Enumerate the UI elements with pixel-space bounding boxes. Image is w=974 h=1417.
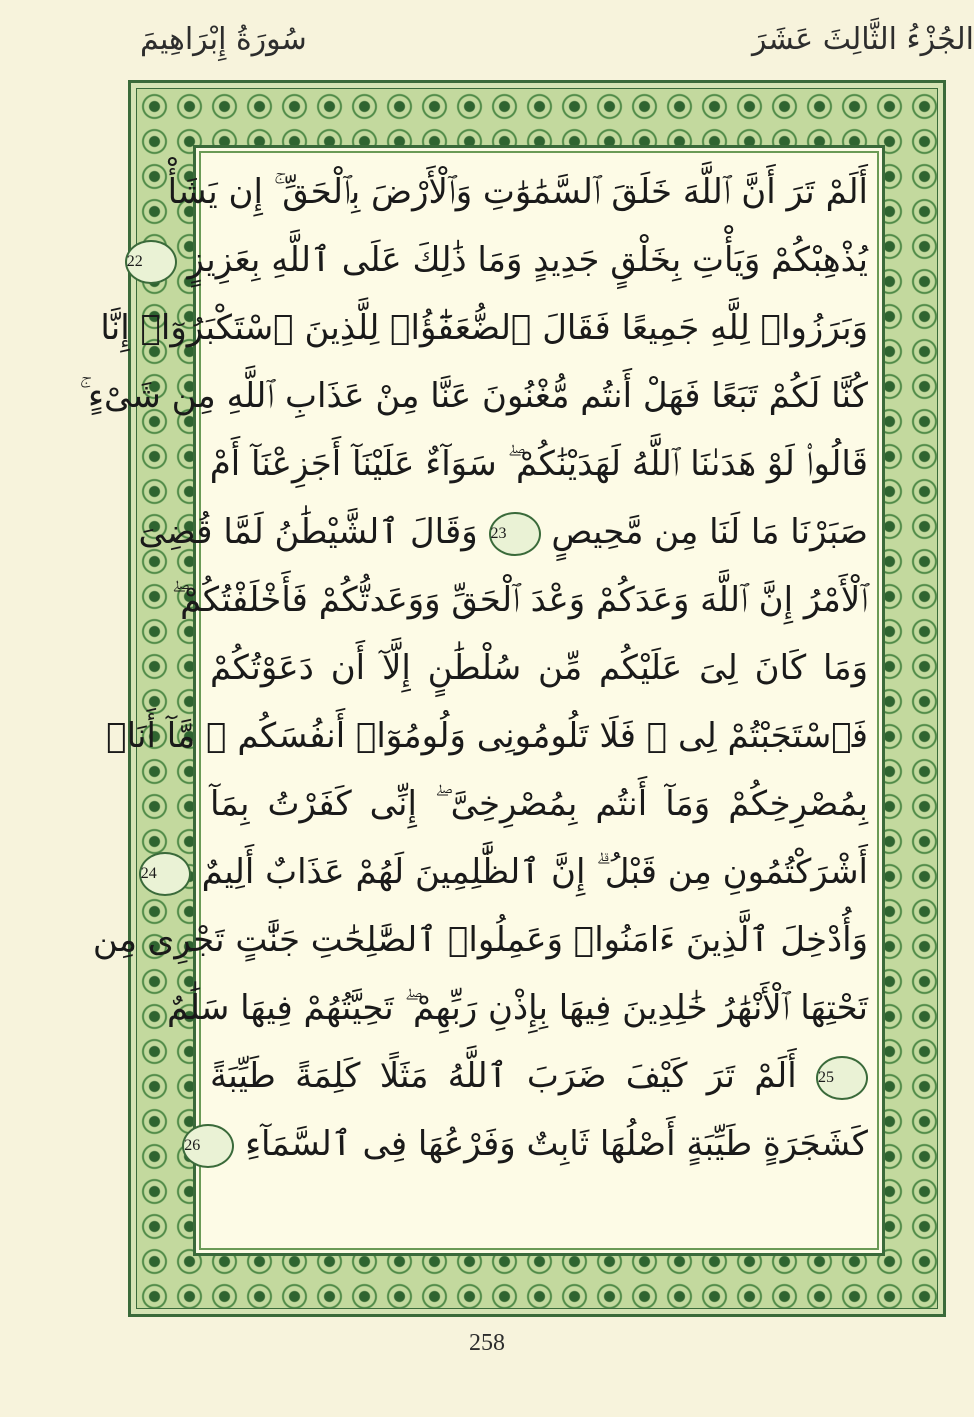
verse-line [210, 430, 868, 498]
verse-line [167, 158, 868, 226]
line-text: بِمُصْرِخِكُمْ وَمَآ أَنتُم بِمُصْرِخِىَّ ۖ إِنِّى كَفَرْتُ بِمَآ [210, 784, 868, 824]
verse-line [210, 770, 868, 838]
line-text: أَشْرَكْتُمُونِ مِن قَبْلُ ۗ إِنَّ ٱلظَّٰلِمِينَ لَهُمْ عَذَابٌ أَلِيمٌ [201, 852, 868, 892]
verse-line [79, 362, 868, 430]
surah-name: سُورَةُ إِبْرَاهِيمَ [140, 22, 307, 57]
line-text: وَبَرَزُوا۟ لِلَّهِ جَمِيعًا فَقَالَ ٱلضُّعَفَٰٓؤُا۟ لِلَّذِينَ ٱسْتَكْبَرُوٓا۟ إِنَّا [100, 308, 868, 348]
verse-line [210, 634, 868, 702]
line-text: أَلَمْ تَرَ كَيْفَ ضَرَبَ ٱللَّهُ مَثَلًا كَلِمَةً طَيِّبَةً [210, 1056, 797, 1096]
verse-line [171, 566, 868, 634]
page-header [0, 0, 974, 80]
line-text: يُذْهِبْكُمْ وَيَأْتِ بِخَلْقٍ جَدِيدٍ وَمَا ذَٰلِكَ عَلَى ٱللَّهِ بِعَزِيزٍ [187, 240, 868, 280]
verse-line [126, 226, 868, 294]
verse-line [138, 498, 868, 566]
line-text: وَقَالَ ٱلشَّيْطَٰنُ لَمَّا قُضِىَ [138, 512, 478, 552]
line-text: وَمَا كَانَ لِىَ عَلَيْكُم مِّن سُلْطَٰنٍ إِلَّآ أَن دَعَوْتُكُمْ [210, 648, 868, 688]
verse-line [140, 838, 868, 906]
verse-number-marker: 23 [489, 512, 541, 556]
verse-line [92, 906, 868, 974]
page-number: 258 [469, 1330, 505, 1356]
verse-line [166, 974, 868, 1042]
verse-line [106, 702, 868, 770]
line-text: كُنَّا لَكُمْ تَبَعًا فَهَلْ أَنتُم مُّغْنُونَ عَنَّا مِنْ عَذَابِ ٱللَّهِ مِن شَىْءٍ ۚ [79, 376, 868, 416]
line-text: قَالُوا۟ لَوْ هَدَىٰنَا ٱللَّهُ لَهَدَيْنَٰكُمْ ۖ سَوَآءٌ عَلَيْنَآ أَجَزِعْنَآ أَمْ [209, 444, 868, 484]
verse-number-marker: 24 [139, 852, 191, 896]
ornamental-frame [79, 80, 946, 1317]
line-text: تَحْتِهَا ٱلْأَنْهَٰرُ خَٰلِدِينَ فِيهَا بِإِذْنِ رَبِّهِمْ ۖ تَحِيَّتُهُمْ فِيهَا سَلَٰمٌ [166, 988, 868, 1028]
text-panel [79, 145, 885, 1256]
juz-name: الجُزْءُ الثَّالِثَ عَشَرَ [751, 22, 974, 57]
line-text: صَبَرْنَا مَا لَنَا مِن مَّحِيصٍ [551, 512, 868, 552]
line-text: أَلَمْ تَرَ أَنَّ ٱللَّهَ خَلَقَ ٱلسَّمَٰوَٰتِ وَٱلْأَرْضَ بِٱلْحَقِّ ۚ إِن يَشَأْ [167, 172, 868, 212]
verse-number-marker: 25 [816, 1056, 868, 1100]
line-text: وَأُدْخِلَ ٱلَّذِينَ ءَامَنُوا۟ وَعَمِلُوا۟ ٱلصَّٰلِحَٰتِ جَنَّٰتٍ تَجْرِى مِن [92, 920, 868, 960]
line-text: فَٱسْتَجَبْتُمْ لِى ۖ فَلَا تَلُومُونِى وَلُومُوٓا۟ أَنفُسَكُم ۖ مَّآ أَنَا۠ [106, 716, 868, 756]
line-text: ٱلْأَمْرُ إِنَّ ٱللَّهَ وَعَدَكُمْ وَعْدَ ٱلْحَقِّ وَوَعَدتُّكُمْ فَأَخْلَفْتُكُمْ ۖ [171, 580, 868, 620]
line-text: كَشَجَرَةٍ طَيِّبَةٍ أَصْلُهَا ثَابِتٌ وَفَرْعُهَا فِى ٱلسَّمَآءِ [245, 1124, 868, 1164]
verse-line [184, 1110, 868, 1178]
verse-line [100, 294, 868, 362]
verse-line [210, 1042, 868, 1110]
verse-number-marker: 22 [125, 240, 177, 284]
verse-number-marker: 26 [182, 1124, 234, 1168]
